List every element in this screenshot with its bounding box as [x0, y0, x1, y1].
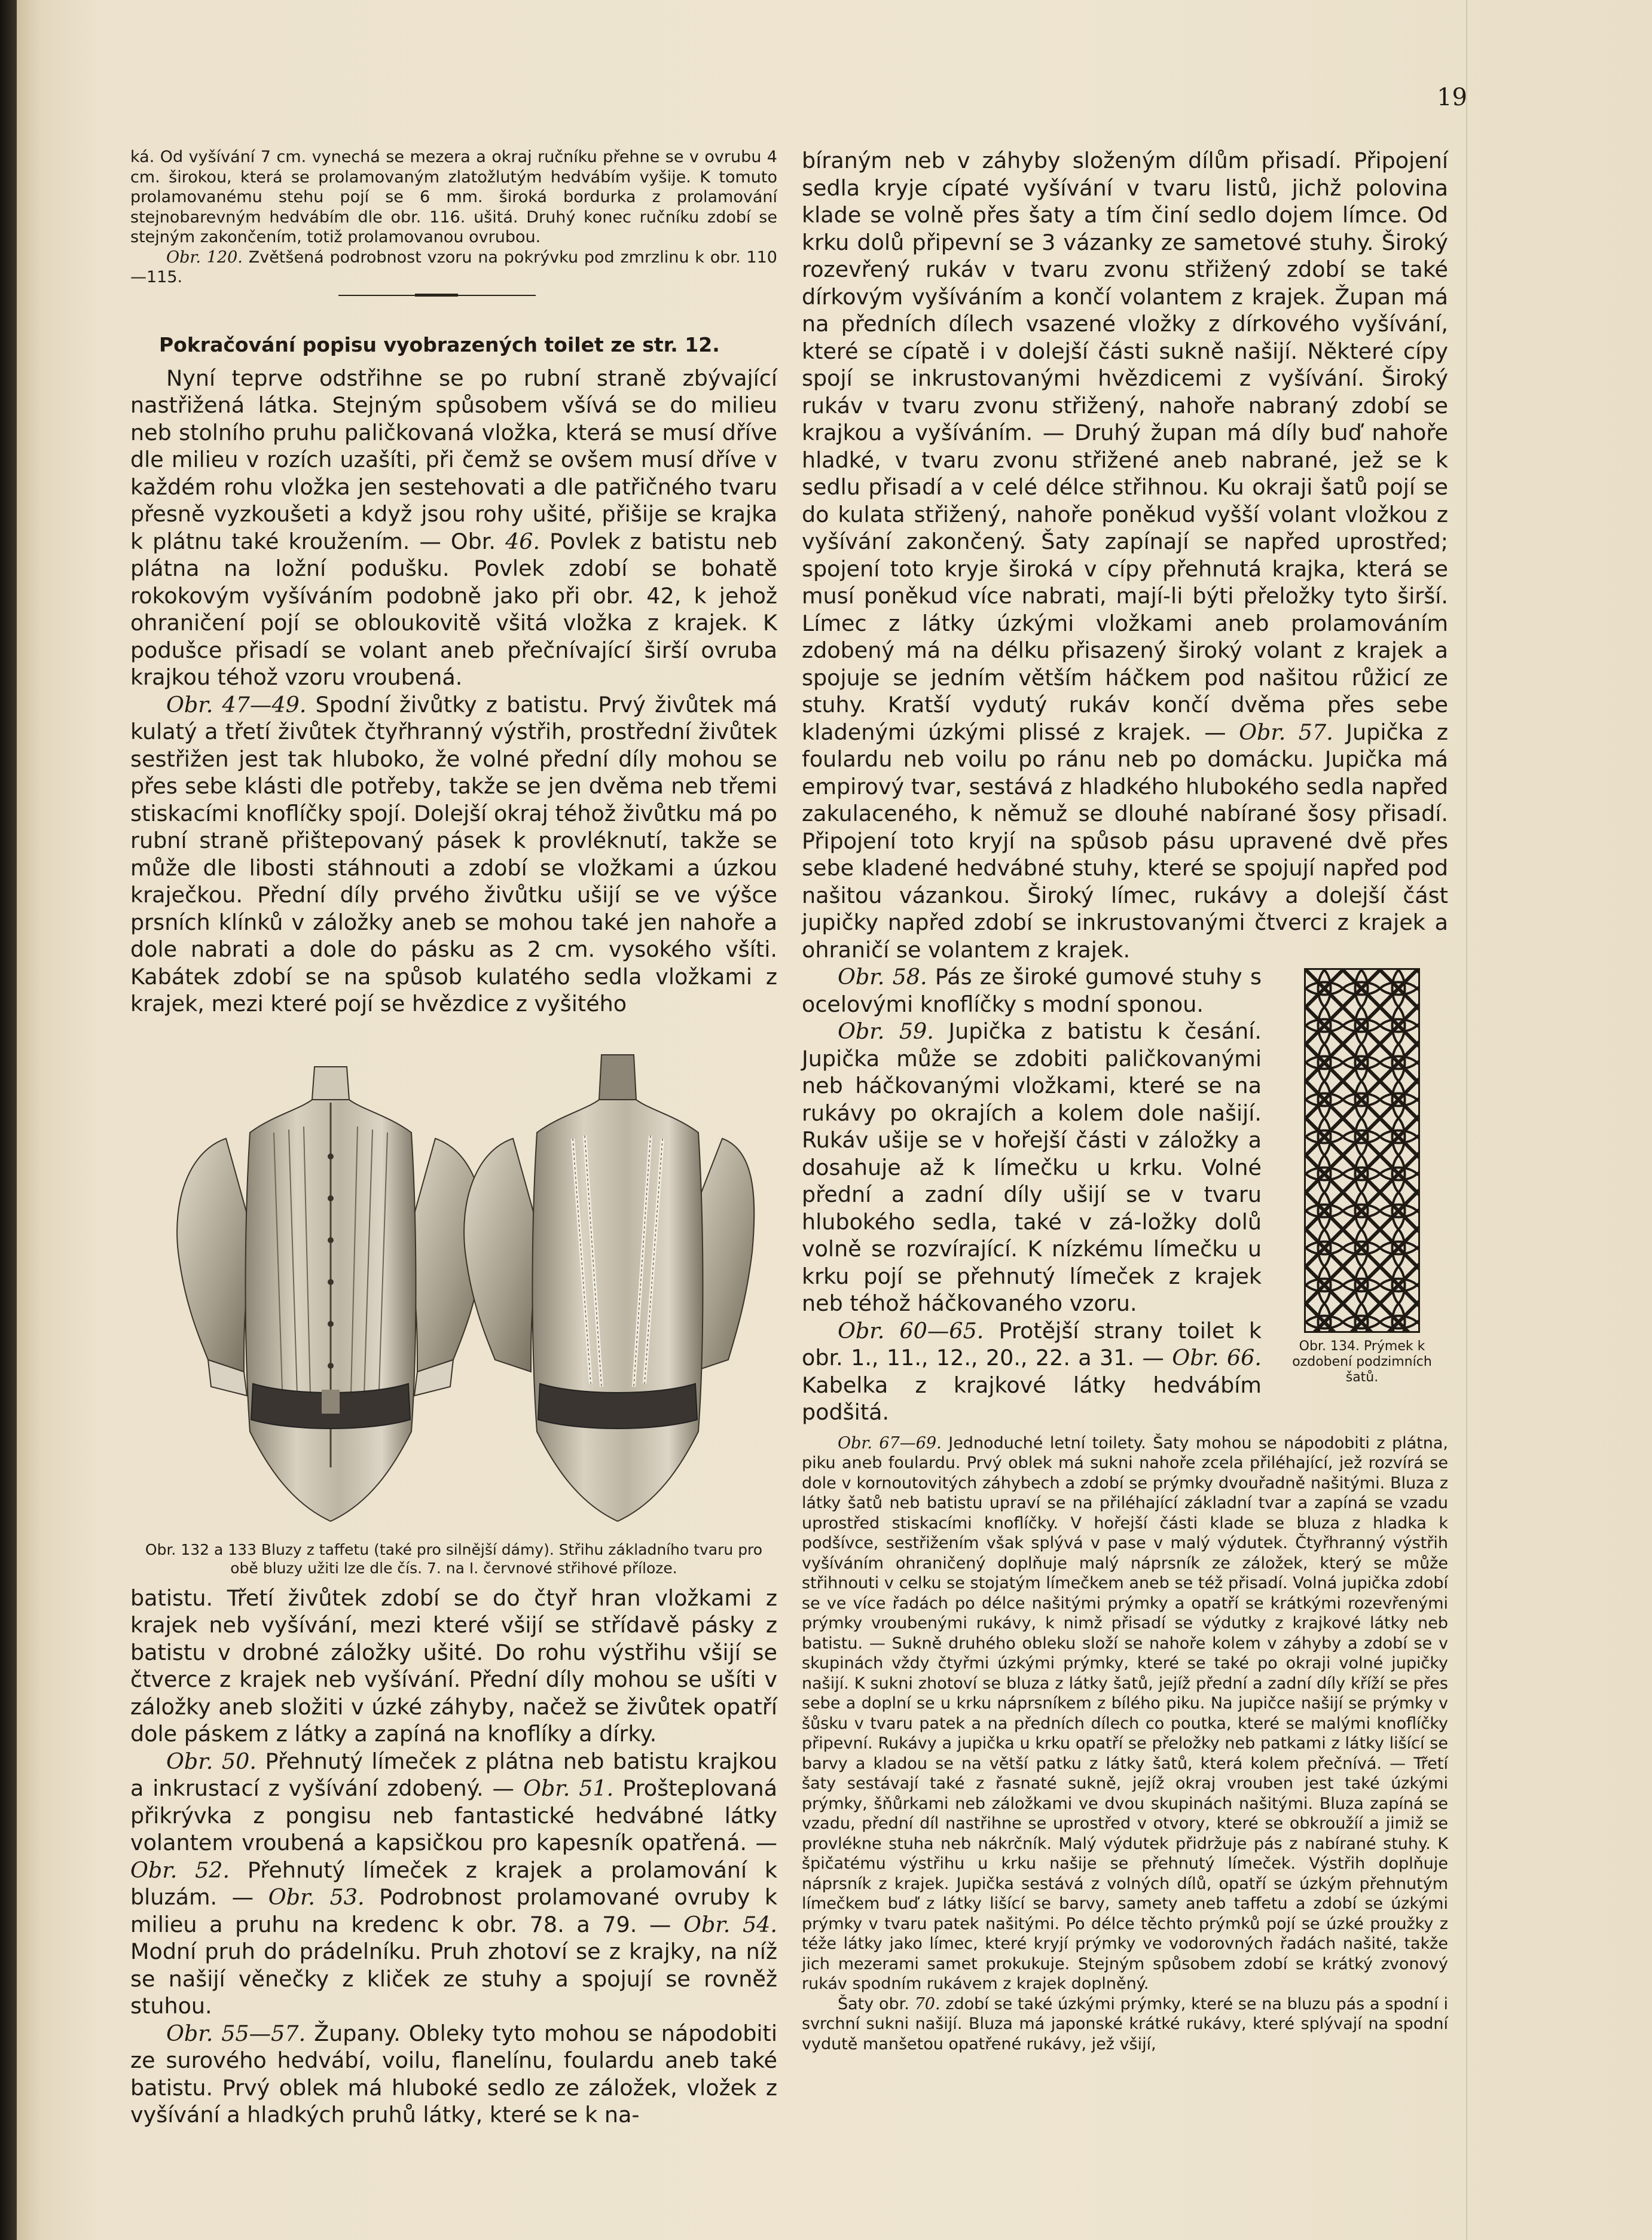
section-heading: Pokračování popisu vyobrazených toilet ze str. 12. [159, 332, 720, 356]
blouses-drawing [154, 1049, 758, 1533]
blouse-illustration [154, 1049, 758, 1533]
blouse-133 [464, 1055, 754, 1521]
paragraph-4-text-c: Přehnutý límeček z krajek a prolamování k bluzám. — [130, 1857, 777, 1910]
paragraph-4-text-e: Modní pruh do prádelníku. Pruh zhotoví se z krajky, na níž se našijí věnečky z kliček ze stuhy a spojují se rovněž stuhou. [130, 1939, 777, 2019]
trim-pattern-drawing [1306, 970, 1418, 1331]
obr59-text: Jupička z batistu k česání. Jupička může se zdobiti paličkovanými neb háčkovanými vložkami, které se na rukávy po okrajích a kolem dole našijí. Rukáv ušije se v hořejší části v záložky a dosahuje až k límečku u krku. Volné přední a zadní díly ušijí se v tvaru hlubokého sedla, také v zá-ložky dolů volně se rozvírající. K nízkému límečku u krku pojí se přehnutý límeček z krajek neb téhož háčkovaného vzoru. [802, 1018, 1262, 1316]
trim-figure-134 [1276, 968, 1448, 1385]
obr47-ref: Obr. 47—49. [166, 691, 307, 718]
obr51-ref: Obr. 51. [523, 1775, 614, 1801]
paragraph-2 [130, 691, 777, 1018]
obr120-label: Obr. 120. [166, 248, 243, 267]
blouse-132 [177, 1067, 484, 1521]
obr120-text: Zvětšená podrobnost vzoru na pokrývku pod zmrzlinu k obr. 110—115. [130, 248, 777, 286]
obr59-ref: Obr. 59. [838, 1018, 934, 1044]
obr55-ref: Obr. 55—57. [166, 2020, 306, 2046]
obr70-ref: 70. [914, 1994, 940, 2013]
obr66-ref: Obr. 66. [1172, 1345, 1262, 1371]
section-divider [338, 295, 536, 296]
left-column [130, 147, 777, 2129]
paragraph-4-text-d: Podrobnost prolamované ovruby k milieu a pruhu na kredenc k obr. 78. a 79. — [130, 1884, 778, 1937]
small-paragraph-1 [802, 1433, 1448, 1994]
paragraph-1-text: Nyní teprve odstřihne se po rubní straně zbývající nastřižená látka. Stejným spůsobem všívá se do milieu neb stolního pruhu paličkovaná vložka, která se musí dříve dle milieu v rozích uzašíti, při čemž se ovšem musí dříve v každém rohu vložka jen sestehovati a dle patřičného tvaru přesně vyzkoušeti a když jsou rohy ušité, přišije se krajka k plátnu také kroužením. — Obr. [130, 365, 777, 554]
obr58-text: Pás ze široké gumové stuhy s ocelovými knoflíčky s modní sponou. [802, 964, 1262, 1017]
paragraph-4 [130, 1748, 777, 2020]
right-paragraph-1-end: Jupička z foulardu neb voilu po ránu neb po domácku. Jupička má empirový tvar, sestává z hladkého hlubokého sedla napřed zakulaceného, k němuž se dlouhé nabírané šosy přisadí. Připojení toto kryjí na spůsob pásu upravené dvě přes sebe kladené hedvábné stuhy, které se spojují napřed pod našitou vázankou. Široký límec, rukávy a dolejší část jupičky napřed zdobí se inkrustovanými čtverci z krajek a ohraničí se volantem z krajek. [802, 719, 1448, 963]
paragraph-5-text: Župany. Obleky tyto mohou se nápodobiti ze surového hedvábí, voilu, flanelínu, foulardu aneb také batistu. Prvý oblek má hluboké sedlo ze záložek, vložek z vyšívání a hladkých pruhů látky, které se k na- [130, 2020, 777, 2128]
scanned-page [17, 0, 1652, 2240]
paragraph-1 [130, 365, 777, 691]
obr46-ref: 46. [505, 528, 541, 554]
right-paragraph-1 [802, 147, 1448, 963]
figure-caption-132-133: Obr. 132 a 133 Bluzy z taffetu (také pro silnější dámy). Střihu základního tvaru pro obě bluzy užiti lze dle čís. 7. na I. červnové střihové příloze. [145, 1540, 763, 1577]
small-paragraph-2-text: zdobí se také úzkými prýmky, které se na bluzu pás a spodní i svrchní sukni našijí. Bluza má japonské krátké rukávy, které splývají na spodní vydutě manšetou opatřené rukávy, jež všijí, [802, 1994, 1448, 2053]
obr50-ref: Obr. 50. [166, 1748, 256, 1774]
book-spine-shadow [0, 0, 17, 2240]
obr66-text: Kabelka z krajkové látky hedvábím podšitá. [802, 1372, 1262, 1425]
small-paragraph-2 [802, 1994, 1448, 2055]
right-paragraph-1-text: bíraným neb v záhyby složeným dílům přisadí. Připojení sedla kryje cípaté vyšívání v tvaru listů, jichž polovina klade se volně přes šaty a tím činí sedlo dojem límce. Od krku dolů připevní se 3 vázanky ze sametové stuhy. Široký rozevřený rukáv v tvaru zvonu střižený zdobí se také dírkovým vyšíváním a končí volantem z krajek. Župan má na předních dílech vsazené vložky z dírkového vyšívání, které se cípatě i v dolejší části sukně našijí. Některé cípy spojí se inkrustovanými hvězdicemi z vyšívání. Široký rukáv v tvaru zvonu střižený, nahoře nabraný zdobí se krajkou a vyšíváním. — Druhý župan má díly buď nahoře hladké, v tvaru zvonu střižené aneb nabrané, jež se k sedlu přisadí a v celé délce střihnou. Ku okraji šatů pojí se do kulata střižený, nahoře poněkud vyšší volant vložkou z vyšívání zakončený. Šaty zapínají se napřed uprostřed; spojení toto kryje široká v cípy přehnutá krajka, která se musí poněkud více nabrati, mají-li býti přeložky tyto širší. Límec z látky úzkými vložkami aneb prolamováním zdobený má na délku přisazený široký volant z krajek a spojuje se jedním větším háčkem pod našitou růžicí ze stuhy. Kratší vydutý rukáv končí dvěma přes sebe kladenými úzkými plissé z krajek. — [802, 148, 1448, 745]
intro-paragraph: ká. Od vyšívání 7 cm. vynechá se mezera a okraj ručníku přehne se v ovrubu 4 cm. širokou, která se prolamovaným zlatožlutým hedvábím vyšije. K tomuto prolamovanému stehu pojí se 6 mm. široká bordurka z prolamování stejnobarevným hedvábím dle obr. 116. ušitá. Druhý konec ručníku zdobí se stejným zakončením, totiž prolamovanou ovrubou. [130, 148, 777, 246]
obr60-text: Protější strany toilet k obr. 1., 11., 12., 20., 22. a 31. — [802, 1317, 1262, 1371]
paragraph-2-text: Spodní živůtky z batistu. Prvý živůtek má kulatý a třetí živůtek čtyřhranný výstřih, prostřední živůtek sestřižen jest tak hluboko, že volné přední díly mohou se přes sebe klásti dle potřeby, takže se jen dvěma neb třemi stiskacími knoflíčky spojí. Dolejší okraj téhož živůtku má po rubní straně přištepovaný pásek k provléknutí, takže se může dle libosti stáhnouti a zdobí se vložkami a úzkou kraječkou. Přední díly prvého živůtku ušijí se ve výšce prsních klínků v záložky aneb se mohou také jen nahoře a dole nabrati a dole do pásku as 2 cm. vysokého všíti. Kabátek zdobí se na spůsob kulatého sedla vložkami z krajek, mezi které pojí se hvězdice z vyšitého [130, 691, 777, 1017]
page-number: 19 [1437, 84, 1467, 111]
small-paragraph-1-text: Jednoduché letní toilety. Šaty mohou se nápodobiti z plátna, piku aneb foulardu. Prvý oblek má sukni nahoře zcela přiléhající, jež rozvírá se dole v kornoutovitých záhybech a zdobí se prýmky dvouřadně našitými. Bluza z látky šatů neb batistu upraví se na přiléhající základní tvar a zapíná se vzadu uprostřed stiskacími knoflíčky. V hořejší části klade se bluza z hladka k podšívce, sestřižením však splývá v pase v malý výdutek. Čtyřhranný výstřih vyšíváním ohraničený doplňuje malý náprsník ze záložek, který se může střihnouti v celku se stojatým límečkem aneb se též přisadí. Volná jupička zdobí se ve více řadách po délce našitými prýmky a opatří se krátkými rozevřenými prýmky vroubenými rukávy, k nimž přisadí se výdutky z krajkové látky neb batistu. — Sukně druhého obleku složí se nahoře kolem v záhyby a zdobí se v skupinách vždy čtyřmi úzkými prýmky, které se také po okraji volné jupičky našijí. K sukni zhotoví se bluza z látky šatů, jejíž přední a zadní díly kříží se přes sebe a doplní se u krku náprsníkem z bílého piku. Na jupičce našijí se prýmky v šůsku v tvaru patek a na předních dílech co poutka, které se malými knoflíčky připevní. Rukávy a jupička u krku opatří se přeložky neb patkami z látky lišící se barvy a kladou se na větší patku z látky šatů, která kolem přečnívá. — Třetí šaty sestávají také z řasnaté sukně, jejíž okraj vrouben jest také úzkými prýmky, šňůrkami neb záložkami ve dvou skupinách našitými. Bluza zapíná se vzadu, přední díl nastřihne se uprostřed v otvory, které se obkroužíí a jimiž se provlékne stuha neb nákrčník. Malý výdutek přidržuje pás z nabírané stuhy. K špičatému výstřihu u krku našije se přehnutý límeček. Výstřih doplňuje náprsník z krajek. Jupička sestává z volných dílů, opatří se úzkým přehnutým límečkem buď z látky lišící se barvy, samety aneb taffetu a zdobí se úzkými prýmky v tvaru patek našitými. Po délce těchto prýmků pojí se úzké proužky z téže látky jako límec, které kryjí prýmky ve vodorovných řadách našité, takže jich mezerami samet prokukuje. Stejným spůsobem zdobí se krátký zvonový rukáv spodním rukávem z krajek doplněný. [802, 1433, 1449, 1993]
obr57-ref: Obr. 57. [1239, 719, 1333, 745]
obr120-paragraph [130, 248, 777, 288]
trim-pattern [1304, 968, 1420, 1333]
page-edge-shading [1466, 0, 1467, 2240]
obr52-ref: Obr. 52. [130, 1857, 230, 1883]
trim-caption: Obr. 134. Prýmek k ozdobení podzimních šatů. [1292, 1339, 1432, 1385]
paragraph-4-text: Přehnutý límeček z plátna neb batistu krajkou a inkrustací z vyšívání zdobený. — [130, 1748, 778, 1801]
obr60-ref: Obr. 60—65. [838, 1317, 984, 1344]
paragraph-3: batistu. Třetí živůtek zdobí se do čtyř hran vložkami z krajek neb vyšívání, mezi které všijí se střídavě pásky z batistu v drobné záložky ušité. Do rohu výstřihu všijí se čtverce z krajek neb vyšívání. Přední díly mohou se ušíti v záložky aneb složiti v úzké záhyby, načež se živůtek opatří dole páskem z látky a zapíná na knoflíky a dírky. [130, 1585, 777, 1747]
obr54-ref: Obr. 54. [683, 1911, 778, 1937]
right-column [802, 147, 1448, 2054]
paragraph-4-text-b: Prošteplovaná přikrývka z pongisu neb fantastické hedvábné látky volantem vroubená a kapsičkou pro kapesník opatřená. — [130, 1775, 778, 1856]
obr58-ref: Obr. 58. [838, 964, 927, 990]
paragraph-5 [130, 2020, 777, 2129]
obr67-ref: Obr. 67—69. [838, 1433, 942, 1452]
obr53-ref: Obr. 53. [268, 1884, 365, 1910]
small-paragraph-2-lead: Šaty obr. [838, 1994, 909, 2013]
paragraph-1-end: Povlek z batistu neb plátna na ložní podušku. Povlek zdobí se bohatě rokokovým vyšíváním podobně jako při obr. 42, k jehož ohraničení pojí se obloukovitě všitá vložka z krajek. K podušce přisadí se volant aneb přečnívající širší ovruba krajkou téhož vzoru vroubená. [130, 528, 777, 690]
